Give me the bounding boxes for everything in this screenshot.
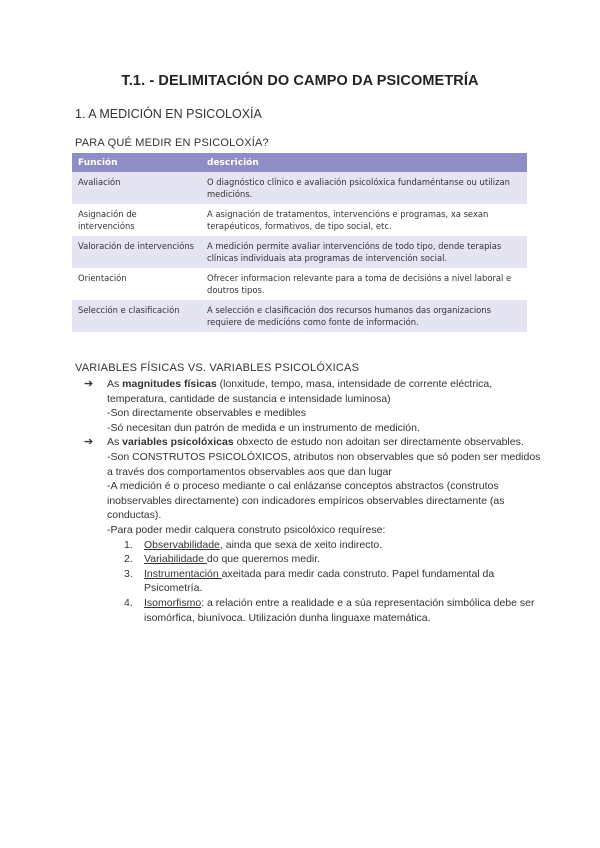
- cell-descricion: A selección e clasificación dos recursos humanos das organizacions requiere de medicións como fonte de información.: [201, 300, 527, 332]
- cell-descricion: A medición permite avaliar intervencións de todo tipo, dende terapias clínicas individuais ata programas de intervención social.: [201, 236, 527, 268]
- requirements-list: [84, 538, 544, 626]
- cell-funcion: Orientación: [78, 273, 127, 283]
- subsection-heading-variables: VARIABLES FÍSICAS VS. VARIABLES PSICOLÓXICAS: [75, 362, 360, 374]
- list-item: [84, 596, 544, 625]
- item-text: axeitada para medir cada construto. Papel fundamental da Psicometría.: [144, 567, 495, 595]
- list-line: -Só necesitan dun patrón de medida e un instrumento de medición.: [107, 421, 420, 434]
- cell-funcion: Asignación de intervencións: [78, 209, 137, 231]
- table-header-row: [72, 153, 527, 172]
- list-line: -Son CONSTRUTOS PSICOLÓXICOS, atributos non observables que só poden ser medidos a través dos comportamentos observables aos que dan lugar: [107, 450, 541, 478]
- bullet-prefix: As: [107, 378, 123, 390]
- item-number: 1.: [124, 538, 133, 551]
- arrow-bullet-icon: ➔: [84, 378, 94, 390]
- bullet-bold-term: magnitudes físicas: [122, 378, 217, 390]
- functions-table: [72, 153, 527, 332]
- header-descricion: descrición: [201, 153, 527, 172]
- list-line: -Son directamente observables e medibles: [107, 407, 307, 420]
- item-term: Instrumentación: [144, 567, 222, 580]
- arrow-bullet-icon: ➔: [84, 436, 94, 449]
- list-item-psychological: [84, 435, 544, 450]
- list-line: -Para poder medir calquera construto psicolóxico requírese:: [107, 523, 386, 536]
- cell-descricion: A asignación de tratamentos, intervencións e programas, xa sexan terapéuticos, formativos, de tipo social, etc.: [207, 209, 489, 231]
- bullet-text: obxecto de estudo non adoitan ser directamente observables.: [233, 436, 524, 449]
- variables-list: [84, 377, 544, 625]
- header-funcion: Función: [72, 153, 201, 172]
- table-row: [72, 204, 527, 236]
- list-line: -A medición é o proceso mediante o cal enlázanse conceptos abstractos (construtos inobservables directamente) con indicadores empíricos observables directamente (as conductas).: [107, 480, 505, 522]
- table-row: [72, 236, 527, 268]
- cell-descricion: O diagnóstico clínico e avaliación psicolóxica fundaméntanse ou utilizan medicións.: [201, 172, 527, 204]
- cell-descricion: Ofrecer informacion relevante para a toma de decisións a nivel laboral e doutros tipos.: [207, 273, 512, 295]
- list-item: [84, 552, 544, 567]
- subsection-heading-why-measure: PARA QUÉ MEDIR EN PSICOLOXÍA?: [75, 137, 269, 149]
- cell-funcion: Valoración de intervencións: [72, 236, 201, 268]
- item-text: : a relación entre a realidade e a súa representación simbólica debe ser isomórfica, biunívoca. Utilización dunha linguaxe matemática.: [144, 596, 535, 624]
- table-row: [72, 300, 527, 332]
- table-row: [72, 172, 527, 204]
- item-text: do que queremos medir.: [206, 553, 321, 566]
- document-title: T.1. - DELIMITACIÓN DO CAMPO DA PSICOMETRÍA: [121, 73, 479, 89]
- item-number: 2.: [124, 553, 133, 566]
- table-row: [72, 268, 527, 300]
- section-heading: 1. A MEDICIÓN EN PSICOLOXÍA: [75, 107, 262, 121]
- list-item-physical: [84, 377, 544, 406]
- bullet-bold-term: variables psicolóxicas: [122, 436, 234, 449]
- cell-funcion: Selección e clasificación: [72, 300, 201, 332]
- item-term: Isomorfismo: [144, 596, 202, 609]
- bullet-text: (lonxitude, tempo, masa, intensidade de corrente eléctrica, temperatura, cantidade de sustancia e intensidade luminosa): [107, 378, 493, 405]
- bullet-prefix: As: [107, 436, 123, 449]
- item-number: 4.: [124, 596, 133, 609]
- list-item: [84, 538, 544, 553]
- item-text: , ainda que sexa de xeito indirecto.: [219, 538, 383, 551]
- item-term: Observabilidade: [144, 538, 220, 551]
- cell-funcion: Avaliación: [72, 172, 201, 204]
- item-number: 3.: [124, 567, 133, 580]
- item-term: Variabilidade: [144, 553, 207, 566]
- list-item: [84, 567, 544, 596]
